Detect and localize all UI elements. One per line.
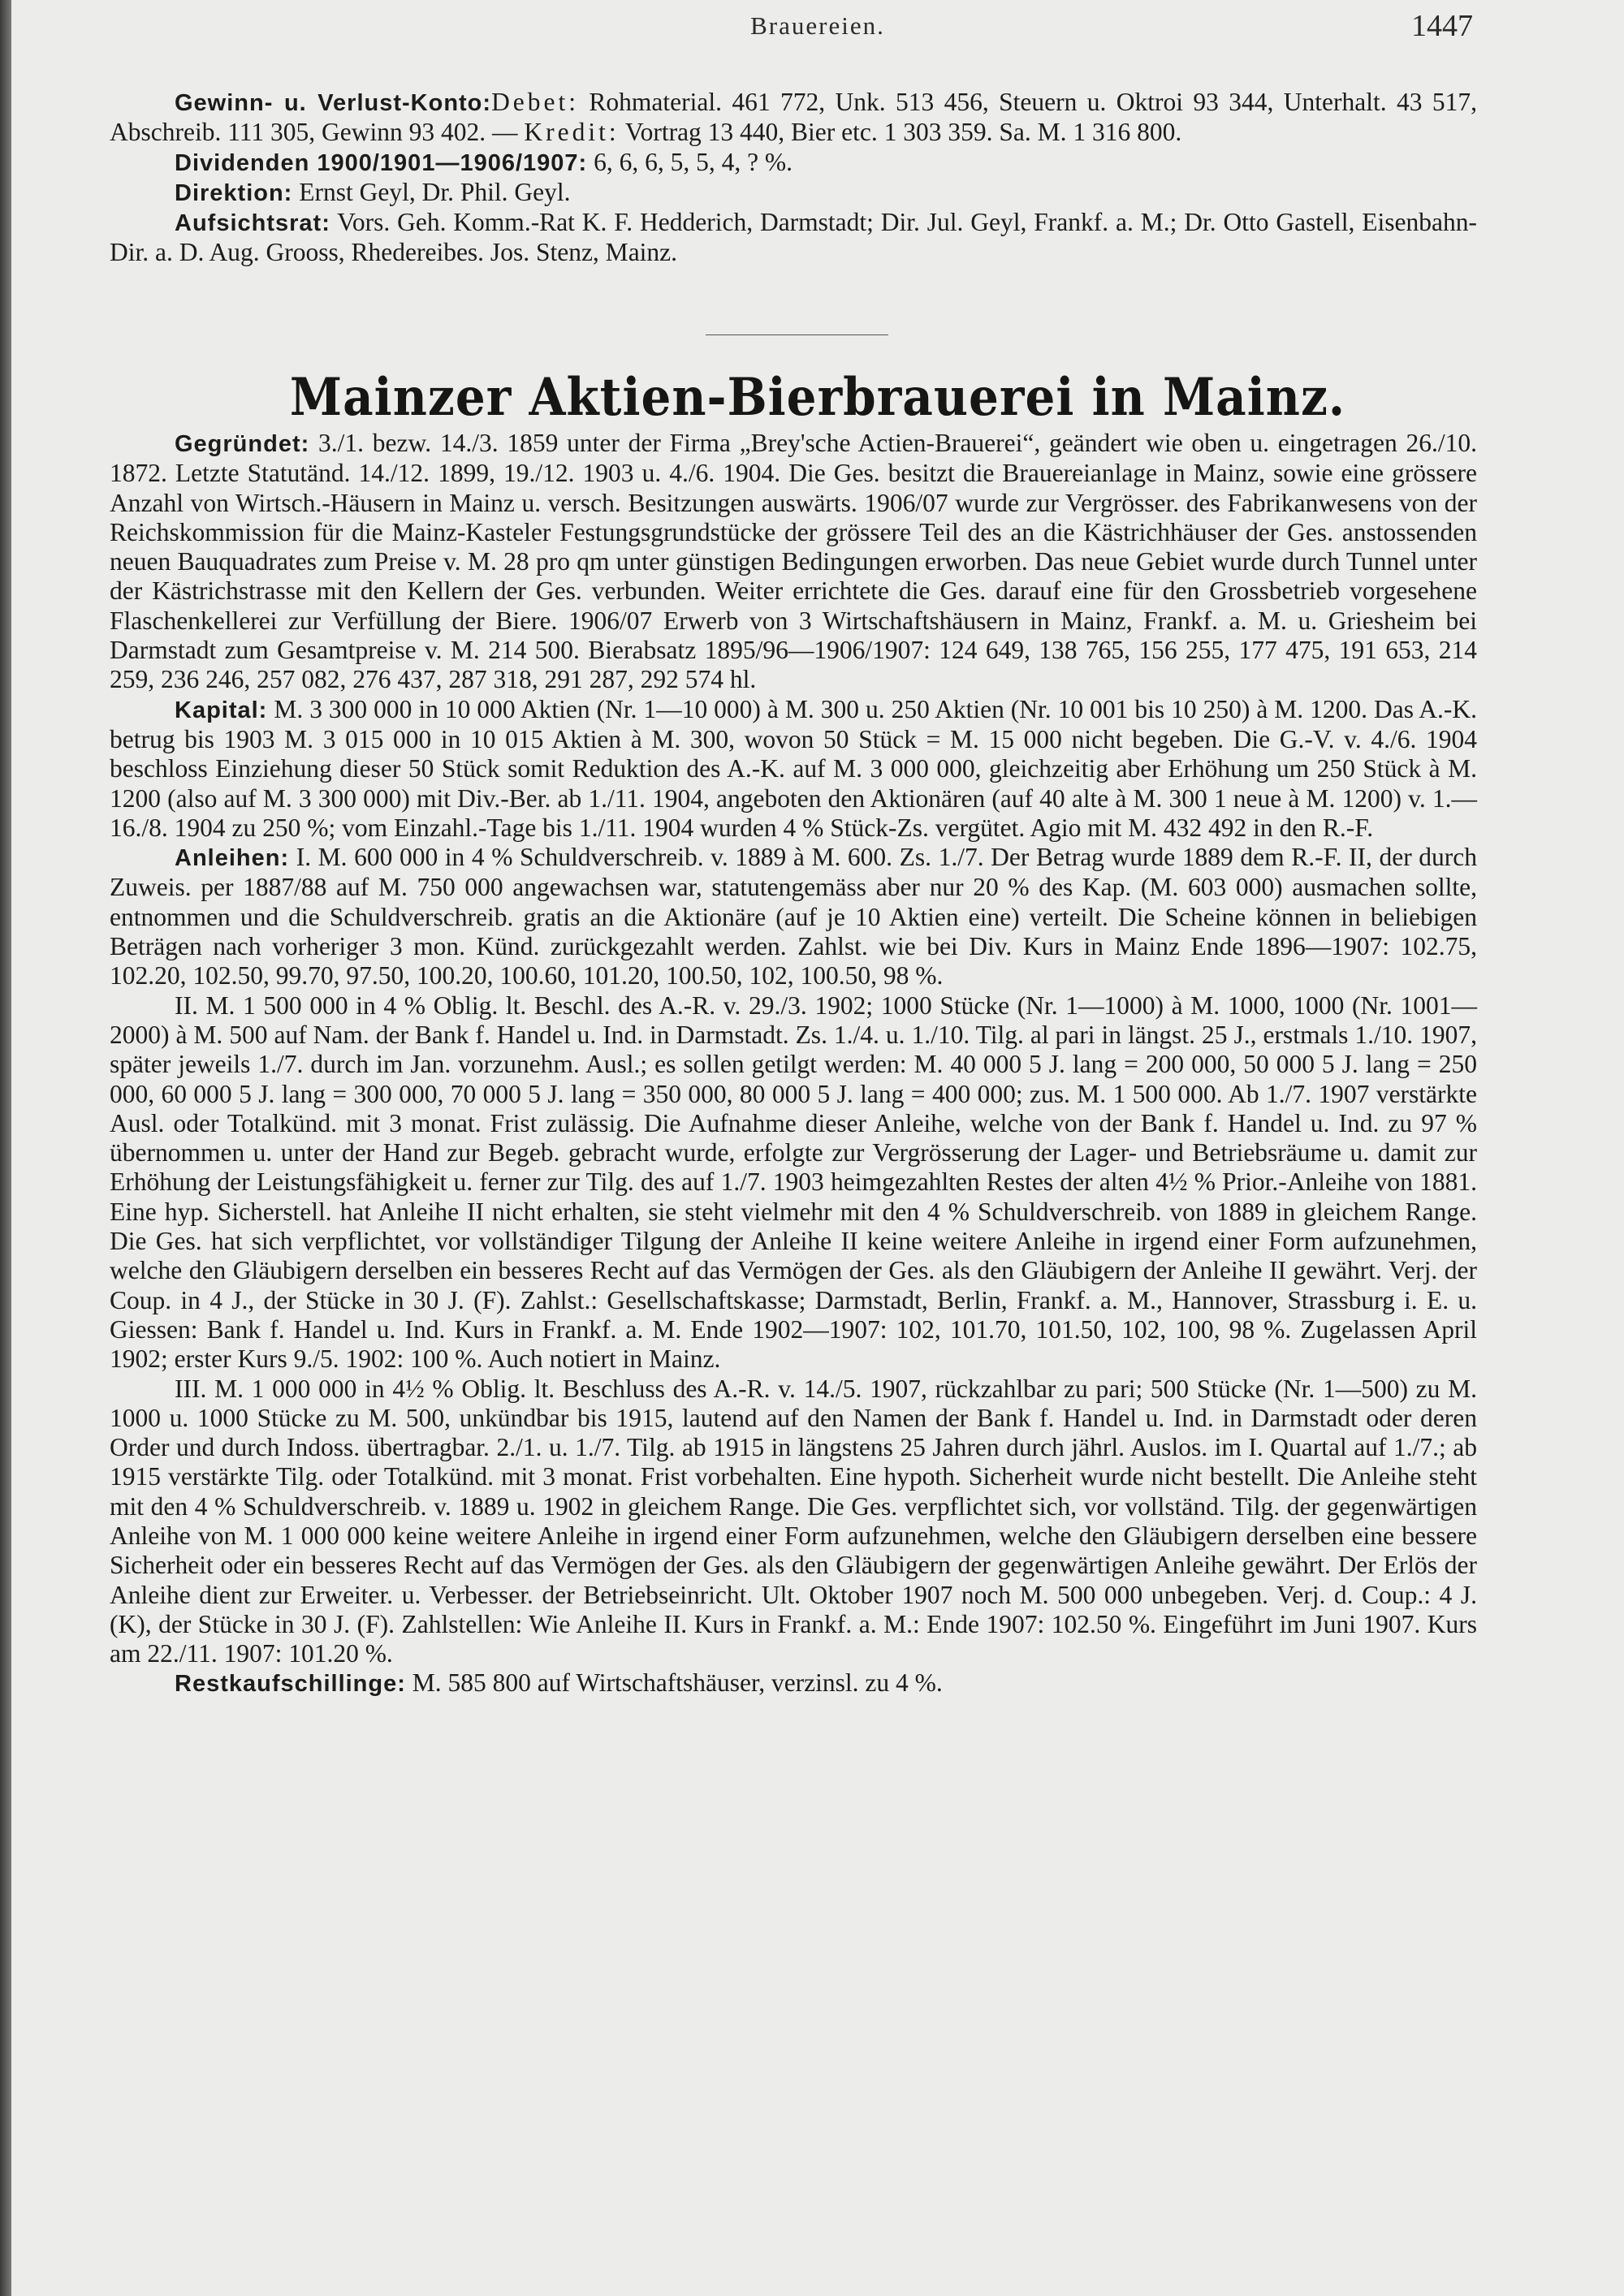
gewinn-verlust-text-1: Rohmaterial. 461 772, Unk. 513 456, Steuern u. Oktroi 93 344, Unterhalt. 43 517, Abschreib. 111 305, Gewinn 93 402. — (110, 88, 1477, 147)
kredit-word: Kredit: (524, 118, 620, 147)
dividenden-text: 6, 6, 6, 5, 5, 4, ? %. (587, 147, 793, 176)
gegruendet-text: 3./1. bezw. 14./3. 1859 unter der Firma „Brey'sche Actien-Brauerei“, geändert wie oben u. eingetragen 26./10. 1872. Letzte Statutänd. 14./12. 1899, 19./12. 1903 u. 4./6. 1904. Die Ges. besitzt die Brauereianlage in Mainz, sowie eine grössere Anzahl von Wirtsch.-Häusern in Mainz u. versch. Besitzungen auswärts. 1906/07 wurde zur Vergrösser. des Fabrikanwesens von der Reichskommission für die Mainz-Kasteler Festungsgrundstücke der grössere Teil des an die Kästrichhäuser der Ges. anstossenden neuen Bauquadrates zum Preise v. M. 28 pro qm unter günstigen Bedingungen erworben. Das neue Gebiet wurde durch Tunnel unter der Kästrichstrasse mit den Kellern der Ges. verbunden. Weiter errichtete die Ges. darauf eine für den Grossbetrieb vorgesehene Flaschenkellerei zur Verfüllung der Biere. 1906/07 Erwerb von 3 Wirtschaftshäusern in Mainz, Frankf. a. M. u. Griesheim bei Darmstadt zum Gesamtpreise v. M. 214 500. Bierabsatz 1895/96—1906/1907: 124 649, 138 765, 156 255, 177 475, 191 653, 214 259, 236 246, 257 082, 276 437, 287 318, 291 287, 292 574 hl. (110, 429, 1477, 694)
anleihe-1-text: I. M. 600 000 in 4 % Schuldverschreib. v. 1889 à M. 600. Zs. 1./7. Der Betrag wurde 1889 dem R.-F. II, der durch Zuweis. per 1887/88 auf M. 750 000 angewachsen war, statutengemäss aber nur 20 % des Kap. (M. 603 000) ausmachen sollte, entnommen und die Schuldverschreib. gratis an die Aktionäre (auf je 10 Aktien eine) verteilt. Die Scheine können in beliebigen Beträgen nach vorheriger 3 mon. Künd. zurückgezahlt werden. Zahlst. wie bei Div. Kurs in Mainz Ende 1896—1907: 102.75, 102.20, 102.50, 99.70, 97.50, 100.20, 100.60, 101.20, 100.50, 102, 100.50, 98 %. (110, 843, 1477, 990)
aufsichtsrat-paragraph (110, 208, 1477, 268)
dividenden-paragraph (110, 148, 1477, 178)
gewinn-verlust-paragraph (110, 88, 1477, 148)
aufsichtsrat-label: Aufsichtsrat: (175, 210, 330, 237)
company-title: Mainzer Aktien-Bierbrauerei in Mainz. (289, 366, 1346, 428)
company-section (110, 429, 1477, 1699)
gegruendet-label: Gegründet: (175, 431, 310, 457)
anleihen-paragraph-1 (110, 843, 1477, 990)
anleihen-paragraph-3 (110, 1375, 1477, 1669)
aufsichtsrat-text: Vors. Geh. Komm.-Rat K. F. Hedderich, Darmstadt; Dir. Jul. Geyl, Frankf. a. M.; Dr. Otto Gastell, Eisenbahn-Dir. a. D. Aug. Grooss, Rhedereibes. Jos. Stenz, Mainz. (110, 208, 1477, 267)
document-page (11, 0, 1624, 2296)
anleihen-paragraph-2 (110, 991, 1477, 1375)
anleihen-label: Anleihen: (175, 845, 290, 872)
direktion-text: Ernst Geyl, Dr. Phil. Geyl. (292, 177, 571, 206)
kapital-text: M. 3 300 000 in 10 000 Aktien (Nr. 1—10 000) à M. 300 u. 250 Aktien (Nr. 10 001 bis 10 250) à M. 1200. Das A.-K. betrug bis 1903 M. 3 015 000 in 10 015 Aktien à M. 300, wovon 50 Stück = M. 15 000 nicht begeben. Die G.-V. v. 4./6. 1904 beschloss Einziehung dieser 50 Stück somit Reduktion des A.-K. auf M. 3 000 000, gleichzeitig aber Erhöhung um 250 Stück à M. 1200 (also auf M. 3 300 000) mit Div.-Ber. ab 1./11. 1904, angeboten den Aktionären (auf 40 alte à M. 300 1 neue à M. 1200) v. 1.—16./8. 1904 zu 250 %; vom Einzahl.-Tage bis 1./11. 1904 wurden 4 % Stück-Zs. vergütet. Agio mit M. 432 492 in den R.-F. (110, 694, 1477, 842)
section-divider (706, 334, 888, 335)
restkauf-paragraph (110, 1668, 1477, 1698)
anleihe-2-text: II. M. 1 500 000 in 4 % Oblig. lt. Beschl. des A.-R. v. 29./3. 1902; 1000 Stücke (Nr. 1—1000) à M. 1000, 1000 (Nr. 1001—2000) à M. 500 auf Nam. der Bank f. Handel u. Ind. in Darmstadt. Zs. 1./4. u. 1./10. Tilg. al pari in längst. 25 J., erstmals 1./10. 1907, später jeweils 1./7. durch im Jan. vorzunehm. Ausl.; es sollen getilgt werden: M. 40 000 5 J. lang = 200 000, 50 000 5 J. lang = 250 000, 60 000 5 J. lang = 300 000, 70 000 5 J. lang = 350 000, 80 000 5 J. lang = 400 000; zus. M. 1 500 000. Ab 1./7. 1907 verstärkte Ausl. oder Totalkünd. mit 3 monat. Frist zulässig. Die Aufnahme dieser Anleihe, welche von der Bank f. Handel u. Ind. zu 97 % übernommen u. unter der Hand zur Begeb. gebracht wurde, erfolgte zur Vergrösserung der Lager- und Betriebsräume u. damit zur Erhöhung der Leistungsfähigkeit u. ferner zur Tilg. des auf 1./7. 1903 heimgezahlten Restes der alten 4½ % Prior.-Anleihe von 1881. Eine hyp. Sicherstell. hat Anleihe II nicht erhalten, sie steht vielmehr mit den 4 % Schuldverschreib. von 1889 in gleichem Range. Die Ges. hat sich verpflichtet, vor vollständiger Tilgung der Anleihe II keine weitere Anleihe in irgend einer Form aufzunehmen, welche den Gläubigern derselben ein besseres Recht auf das Vermögen der Ges. als den Gläubigern der Anleihe II gewährt. Verj. der Coup. in 4 J., der Stücke in 30 J. (F). Zahlst.: Gesellschaftskasse; Darmstadt, Berlin, Frankf. a. M., Hannover, Strassburg i. E. u. Giessen: Bank f. Handel u. Ind. Kurs in Frankf. a. M. Ende 1902—1907: 102, 101.70, 101.50, 102, 100, 98 %. Zugelassen April 1902; erster Kurs 9./5. 1902: 100 %. Auch notiert in Mainz. (110, 990, 1477, 1374)
direktion-label: Direktion: (175, 179, 293, 206)
anleihe-3-text: III. M. 1 000 000 in 4½ % Oblig. lt. Beschluss des A.-R. v. 14./5. 1907, rückzahlbar zu pari; 500 Stücke (Nr. 1—500) zu M. 1000 u. 1000 Stücke zu M. 500, unkündbar bis 1915, lautend auf den Namen der Bank f. Handel u. Ind. in Darmstadt oder deren Order und durch Indoss. übertragbar. 2./1. u. 1./7. Tilg. ab 1915 in längstens 25 Jahren durch jährl. Auslos. im I. Quartal auf 1./7.; ab 1915 verstärkte Tilg. oder Totalkünd. mit 3 monat. Frist vorbehalten. Eine hypoth. Sicherheit wurde nicht bestellt. Die Anleihe steht mit den 4 % Schuldverschreib. v. 1889 u. 1902 in gleichem Range. Die Ges. verpflichtet sich, vor vollständ. Tilg. der gegenwärtigen Anleihe von M. 1 000 000 keine weitere Anleihe in irgend einer Form aufzunehmen, welche den Gläubigern derselben eine bessere Sicherheit oder ein besseres Recht auf das Vermögen der Ges. als den Gläubigern der gegenwärtigen Anleihe gewährt. Der Erlös der Anleihe dient zur Erweiter. u. Verbesser. der Betriebseinricht. Ult. Oktober 1907 noch M. 500 000 unbegeben. Verj. d. Coup.: 4 J. (K), der Stücke in 30 J. (F). Zahlstellen: Wie Anleihe II. Kurs in Frankf. a. M.: Ende 1907: 102.50 %. Eingeführt im Juni 1907. Kurs am 22./11. 1907: 101.20 %. (110, 1374, 1477, 1668)
page-number: 1447 (1411, 9, 1473, 43)
kapital-paragraph (110, 695, 1477, 843)
gewinn-verlust-label: Gewinn- u. Verlust-Konto: (175, 90, 492, 116)
running-header-title: Brauereien. (750, 11, 885, 40)
gegruendet-paragraph (110, 429, 1477, 695)
restkauf-label: Restkaufschillinge: (175, 1671, 406, 1698)
previous-company-section (110, 88, 1477, 268)
gewinn-verlust-text-2: Vortrag 13 440, Bier etc. 1 303 359. Sa. M. 1 316 800. (619, 118, 1182, 147)
kapital-label: Kapital: (175, 697, 268, 723)
dividenden-label: Dividenden 1900/1901—1906/1907: (175, 149, 588, 176)
direktion-paragraph (110, 178, 1477, 208)
debet-word: Debet: (491, 88, 580, 116)
book-spine-edge (0, 0, 11, 2296)
restkauf-text: M. 585 800 auf Wirtschaftshäuser, verzinsl. zu 4 %. (405, 1668, 943, 1698)
